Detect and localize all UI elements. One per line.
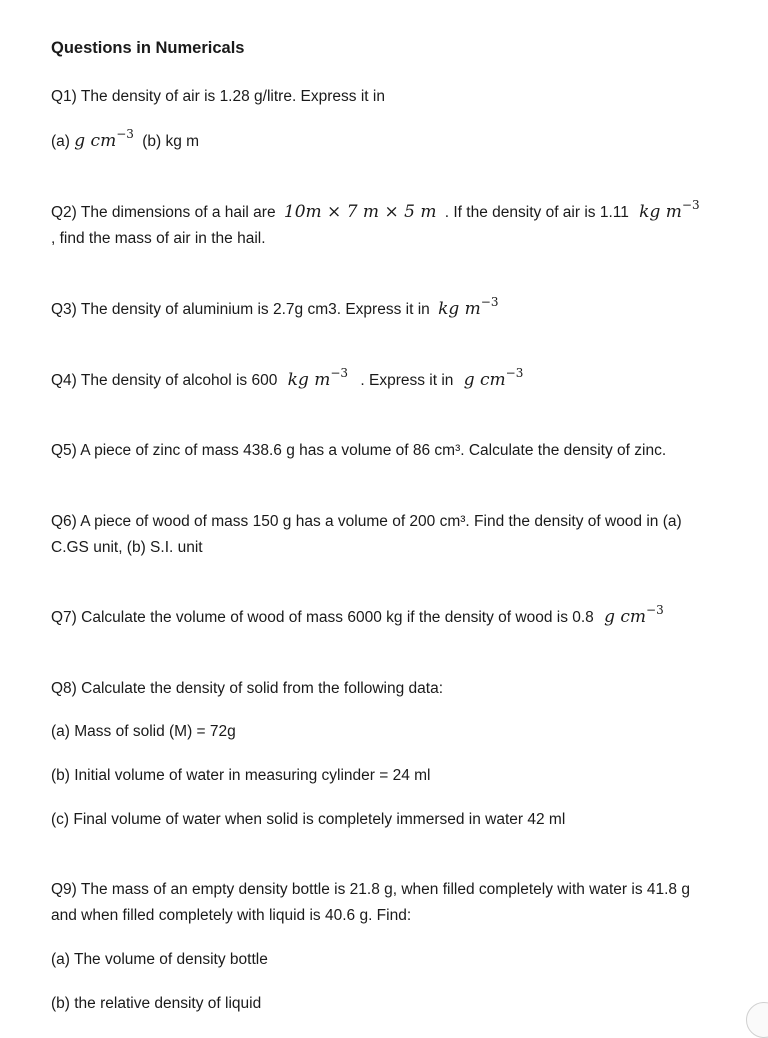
question-8: Q8) Calculate the density of solid from the following data: bbox=[51, 680, 444, 697]
question-1: Q1) The density of air is 1.28 g/litre. Express it in bbox=[51, 88, 385, 105]
question-2-mid: . If the density of air is 1.11 bbox=[444, 204, 629, 221]
page-title: Questions in Numericals bbox=[51, 39, 245, 57]
question-6-line-1: Q6) A piece of wood of mass 150 g has a volume of 200 cm³. Find the density of wood in (a) bbox=[51, 513, 682, 530]
question-9-part-a: (a) The volume of density bottle bbox=[51, 951, 268, 968]
exponent: −3 bbox=[505, 366, 524, 380]
question-9-line-1: Q9) The mass of an empty density bottle is 21.8 g, when filled completely with water is 41.8 g bbox=[51, 881, 690, 898]
question-8-part-b: (b) Initial volume of water in measuring cylinder = 24 ml bbox=[51, 767, 431, 784]
question-2-line-2: , find the mass of air in the hail. bbox=[51, 230, 266, 247]
exponent: −3 bbox=[646, 603, 664, 617]
scroll-corner-button[interactable] bbox=[746, 1002, 768, 1038]
exponent: −3 bbox=[681, 198, 700, 212]
unit-g-cm: g cm bbox=[74, 131, 117, 151]
question-3 bbox=[51, 295, 499, 320]
question-4-prefix: Q4) The density of alcohol is 600 bbox=[51, 372, 278, 389]
question-8-part-a: (a) Mass of solid (M) = 72g bbox=[51, 723, 236, 740]
unit-g-cm: g cm bbox=[604, 607, 647, 627]
option-a-label: (a) bbox=[51, 133, 70, 150]
question-3-prefix: Q3) The density of aluminium is 2.7g cm3. Express it in bbox=[51, 301, 430, 318]
unit-g-cm: g cm bbox=[463, 370, 506, 390]
question-9-part-b: (b) the relative density of liquid bbox=[51, 995, 262, 1012]
question-4 bbox=[51, 366, 524, 391]
unit-kg-m: kg m bbox=[639, 202, 682, 222]
question-2 bbox=[51, 198, 700, 223]
exponent: −3 bbox=[480, 295, 499, 309]
question-4-mid: . Express it in bbox=[360, 372, 454, 389]
question-7-prefix: Q7) Calculate the volume of wood of mass 6000 kg if the density of wood is 0.8 bbox=[51, 609, 594, 626]
exponent: −3 bbox=[330, 366, 349, 380]
question-2-prefix: Q2) The dimensions of a hail are bbox=[51, 204, 276, 221]
question-5: Q5) A piece of zinc of mass 438.6 g has a volume of 86 cm³. Calculate the density of zinc. bbox=[51, 442, 667, 459]
unit-kg-m: kg m bbox=[438, 299, 481, 319]
question-9-line-2: and when filled completely with liquid is 40.6 g. Find: bbox=[51, 907, 412, 924]
question-7 bbox=[51, 603, 664, 628]
question-1-options bbox=[51, 127, 200, 152]
question-8-part-c: (c) Final volume of water when solid is completely immersed in water 42 ml bbox=[51, 811, 566, 828]
exponent: −3 bbox=[116, 127, 134, 141]
dimensions-expression: 10m × 7 m × 5 m bbox=[283, 202, 437, 222]
unit-kg-m: kg m bbox=[287, 370, 331, 390]
option-b: (b) kg m bbox=[142, 133, 200, 150]
question-6-line-2: C.GS unit, (b) S.I. unit bbox=[51, 539, 203, 556]
